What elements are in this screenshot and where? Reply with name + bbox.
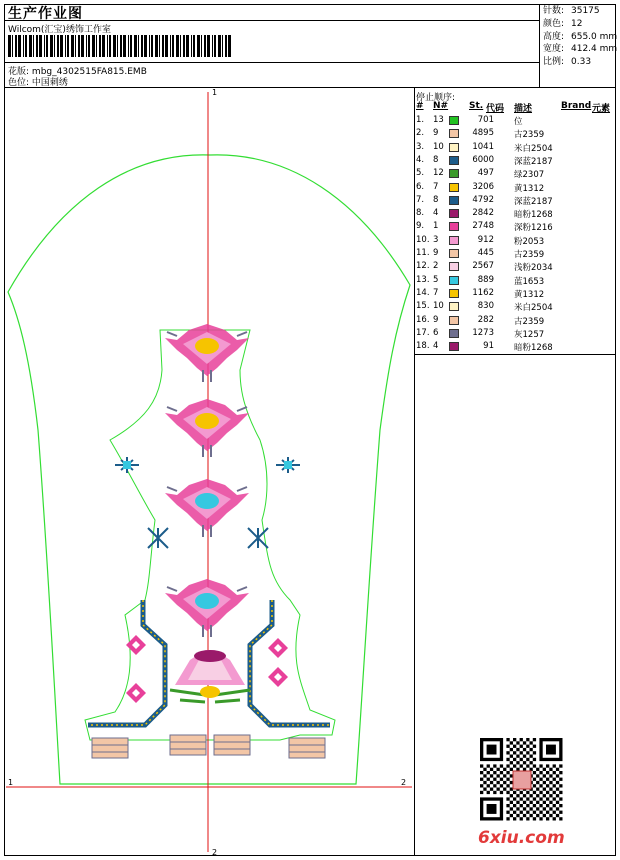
colorway-value: 中国刺绣 [31, 78, 68, 88]
color-description: 古2359 [514, 316, 545, 327]
color-description: 黄1312 [514, 183, 545, 194]
pattern-value: mbg_4302515FA815.EMB [31, 67, 147, 77]
stitch-count: 3206 [472, 181, 494, 192]
needle-number: 8 [433, 154, 439, 165]
needle-number: 1 [433, 221, 439, 232]
color-description: 深粉1216 [514, 223, 553, 234]
stat-row: 宽度: 412.4 mm [543, 44, 618, 55]
color-description: 位 [514, 117, 523, 127]
side-ornament-left [115, 457, 139, 473]
stitch-count: 1162 [472, 287, 494, 298]
col-header-desc: 描述 [514, 104, 533, 114]
row-number: 14. [416, 287, 430, 298]
stitch-count: 701 [477, 115, 494, 125]
stitch-count: 2842 [472, 208, 494, 219]
row-number: 6. [416, 181, 425, 192]
watermark-logo: 6xiu.com [478, 828, 565, 848]
color-description: 暗粉1268 [514, 210, 553, 221]
qr-code [480, 738, 563, 821]
side-ornament-left-2 [148, 528, 168, 548]
stop-sequence-heading: 停止顺序: [416, 93, 456, 103]
row-number: 12. [416, 261, 430, 272]
flower-motif-2 [165, 399, 249, 457]
row-number: 1. [416, 115, 425, 125]
color-description: 蓝1653 [514, 276, 545, 287]
base-bars-1 [92, 738, 128, 758]
border-left [88, 600, 165, 725]
row-number: 5. [416, 168, 425, 179]
flower-motif-3 [165, 479, 249, 537]
flower-motif-4 [165, 579, 249, 637]
needle-number: 2 [433, 261, 439, 272]
color-description: 暗粉1268 [514, 343, 553, 354]
color-description: 灰1257 [514, 329, 545, 340]
needle-number: 13 [433, 115, 444, 125]
company-name: Wilcom(汇宝)绣饰工作室 [8, 25, 111, 35]
row-number: 17. [416, 327, 430, 338]
needle-number: 12 [433, 168, 444, 179]
base-bars-4 [289, 738, 325, 758]
color-description: 深蓝2187 [514, 156, 553, 167]
colorway-label: 色位: [8, 78, 30, 88]
needle-number: 7 [433, 181, 439, 192]
diamond-right-1 [268, 638, 288, 658]
needle-number: 5 [433, 274, 439, 285]
color-description: 米白2504 [514, 303, 553, 314]
needle-number: 9 [433, 248, 439, 258]
color-description: 黄1312 [514, 289, 545, 300]
col-header-brand: Brand [561, 101, 592, 111]
color-description: 深蓝2187 [514, 196, 553, 207]
col-header-stitches: St. [469, 101, 484, 111]
needle-number: 10 [433, 141, 444, 152]
side-ornament-right [276, 457, 300, 473]
stat-row: 高度: 655.0 mm [543, 31, 618, 42]
stat-row: 比例: 0.33 [543, 57, 592, 68]
border-right-gold [250, 600, 330, 725]
row-number: 15. [416, 301, 430, 312]
row-number: 3. [416, 141, 425, 152]
color-description: 绿2307 [514, 170, 545, 181]
needle-number: 6 [433, 327, 439, 338]
stitch-count: 282 [477, 314, 494, 325]
needle-number: 8 [433, 194, 439, 205]
border-left-gold [88, 600, 165, 725]
color-description: 浅粉2034 [514, 263, 553, 274]
col-header-element: 元素 [592, 104, 611, 114]
border-right [250, 600, 330, 725]
needle-number: 10 [433, 301, 444, 312]
row-number: 11. [416, 248, 430, 258]
row-number: 18. [416, 341, 430, 352]
stitch-count: 2748 [472, 221, 494, 232]
stitch-count: 1041 [472, 141, 494, 152]
stitch-count: 4792 [472, 194, 494, 205]
needle-number: 9 [433, 314, 439, 325]
row-number: 4. [416, 154, 425, 165]
stitch-count: 4895 [472, 128, 494, 139]
stitch-count: 497 [477, 168, 494, 179]
needle-number: 7 [433, 287, 439, 298]
row-number: 10. [416, 234, 430, 245]
stat-row: 颜色: 12 [543, 18, 583, 29]
axis-label-top: 1 [212, 88, 218, 97]
needle-number: 4 [433, 208, 439, 219]
row-number: 9. [416, 221, 425, 232]
stitch-count: 6000 [472, 154, 494, 165]
color-description: 古2359 [514, 250, 545, 260]
stat-row: 针数: 35175 [543, 6, 600, 16]
flower-motif-1 [165, 324, 249, 382]
stitch-count: 912 [477, 234, 494, 245]
central-flower [170, 650, 250, 702]
needle-number: 4 [433, 341, 439, 352]
axis-label-left: 1 [8, 778, 14, 787]
diamond-left-2 [126, 683, 146, 703]
col-header-code: 代码 [486, 104, 505, 114]
pattern-label: 花版: [8, 67, 30, 77]
row-number: 2. [416, 128, 425, 139]
row-number: 13. [416, 274, 430, 285]
needle-number: 3 [433, 234, 439, 245]
axis-label-right: 2 [401, 778, 407, 787]
row-number: 8. [416, 208, 425, 219]
page-title: 生产作业图 [8, 6, 83, 22]
color-description: 粉2053 [514, 236, 545, 247]
stitch-count: 889 [477, 274, 494, 285]
base-bars-3 [214, 735, 250, 755]
row-number: 7. [416, 194, 425, 205]
color-description: 米白2504 [514, 143, 553, 154]
needle-number: 9 [433, 128, 439, 139]
stitch-count: 830 [477, 301, 494, 312]
stitch-count: 1273 [472, 327, 494, 338]
axis-label-bottom: 2 [212, 848, 218, 857]
col-header-needle: N# [433, 101, 449, 111]
col-header-num: # [416, 101, 424, 111]
stitch-count: 2567 [472, 261, 494, 272]
stitch-count: 91 [483, 341, 494, 352]
color-description: 古2359 [514, 130, 545, 141]
base-bars-2 [170, 735, 206, 755]
diamond-right-2 [268, 667, 288, 687]
stitch-count: 445 [477, 248, 494, 258]
row-number: 16. [416, 314, 430, 325]
